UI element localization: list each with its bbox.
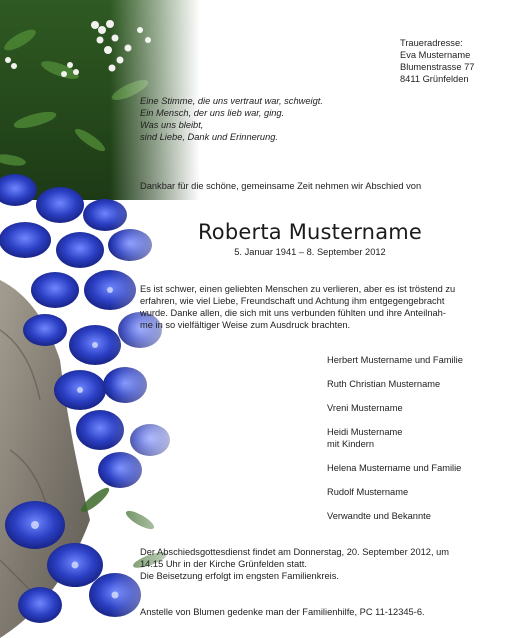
life-dates: 5. Januar 1941 – 8. September 2012: [234, 247, 386, 257]
address-heading: Traueradresse:: [400, 38, 463, 48]
address-line: 8411 Grünfelden: [400, 74, 469, 84]
paragraph-line: wurde. Danke allen, die sich mit uns verbunden fühlten und ihre Anteilnah-: [140, 308, 446, 318]
poem-line: Ein Mensch, der uns lieb war, ging.: [140, 108, 285, 118]
paragraph-line: erfahren, wie viel Liebe, Freundschaft und Achtung ihm entgegengebracht: [140, 296, 445, 306]
memorial-poem: [140, 95, 400, 143]
service-line: Der Abschiedsgottesdienst findet am Donnerstag, 20. September 2012, um: [140, 547, 450, 557]
mourner-entry: Herbert Mustername und Familie: [327, 355, 463, 365]
thanks-paragraph: [140, 283, 472, 331]
mourner-entry: Rudolf Mustername: [327, 487, 409, 497]
address-line: Eva Mustername: [400, 50, 471, 60]
mourner-name: Heidi Mustername: [327, 427, 403, 437]
mourners-list: [327, 354, 497, 522]
mourner-entry: Verwandte und Bekannte: [327, 511, 431, 521]
donation-note: Anstelle von Blumen gedenke man der Familienhilfe, PC 11-12345-6.: [140, 607, 425, 617]
poem-line: sind Liebe, Dank und Erinnerung.: [140, 132, 278, 142]
address-line: Blumenstrasse 77: [400, 62, 475, 72]
farewell-intro: Dankbar für die schöne, gemeinsame Zeit nehmen wir Abschied von: [140, 181, 422, 191]
poem-line: Was uns bleibt,: [140, 120, 204, 130]
mourner-entry: Ruth Christian Mustername: [327, 379, 441, 389]
service-info: [140, 546, 480, 582]
poem-line: Eine Stimme, die uns vertraut war, schweigt.: [140, 96, 323, 106]
service-line: Die Beisetzung erfolgt im engsten Familienkreis.: [140, 571, 339, 581]
deceased-name: Roberta Mustername: [197, 220, 423, 244]
mourner-entry: Helena Mustername und Familie: [327, 463, 462, 473]
mourner-entry: Vreni Mustername: [327, 403, 403, 413]
paragraph-line: me in so vielfältiger Weise zum Ausdruck brachten.: [140, 320, 351, 330]
mourning-address: [400, 37, 500, 85]
service-line: 14.15 Uhr in der Kirche Grünfelden statt.: [140, 559, 307, 569]
mourner-entry: [327, 426, 497, 450]
paragraph-line: Es ist schwer, einen geliebten Menschen zu verlieren, aber es ist tröstend zu: [140, 284, 456, 294]
mourner-addition: mit Kindern: [327, 439, 375, 449]
